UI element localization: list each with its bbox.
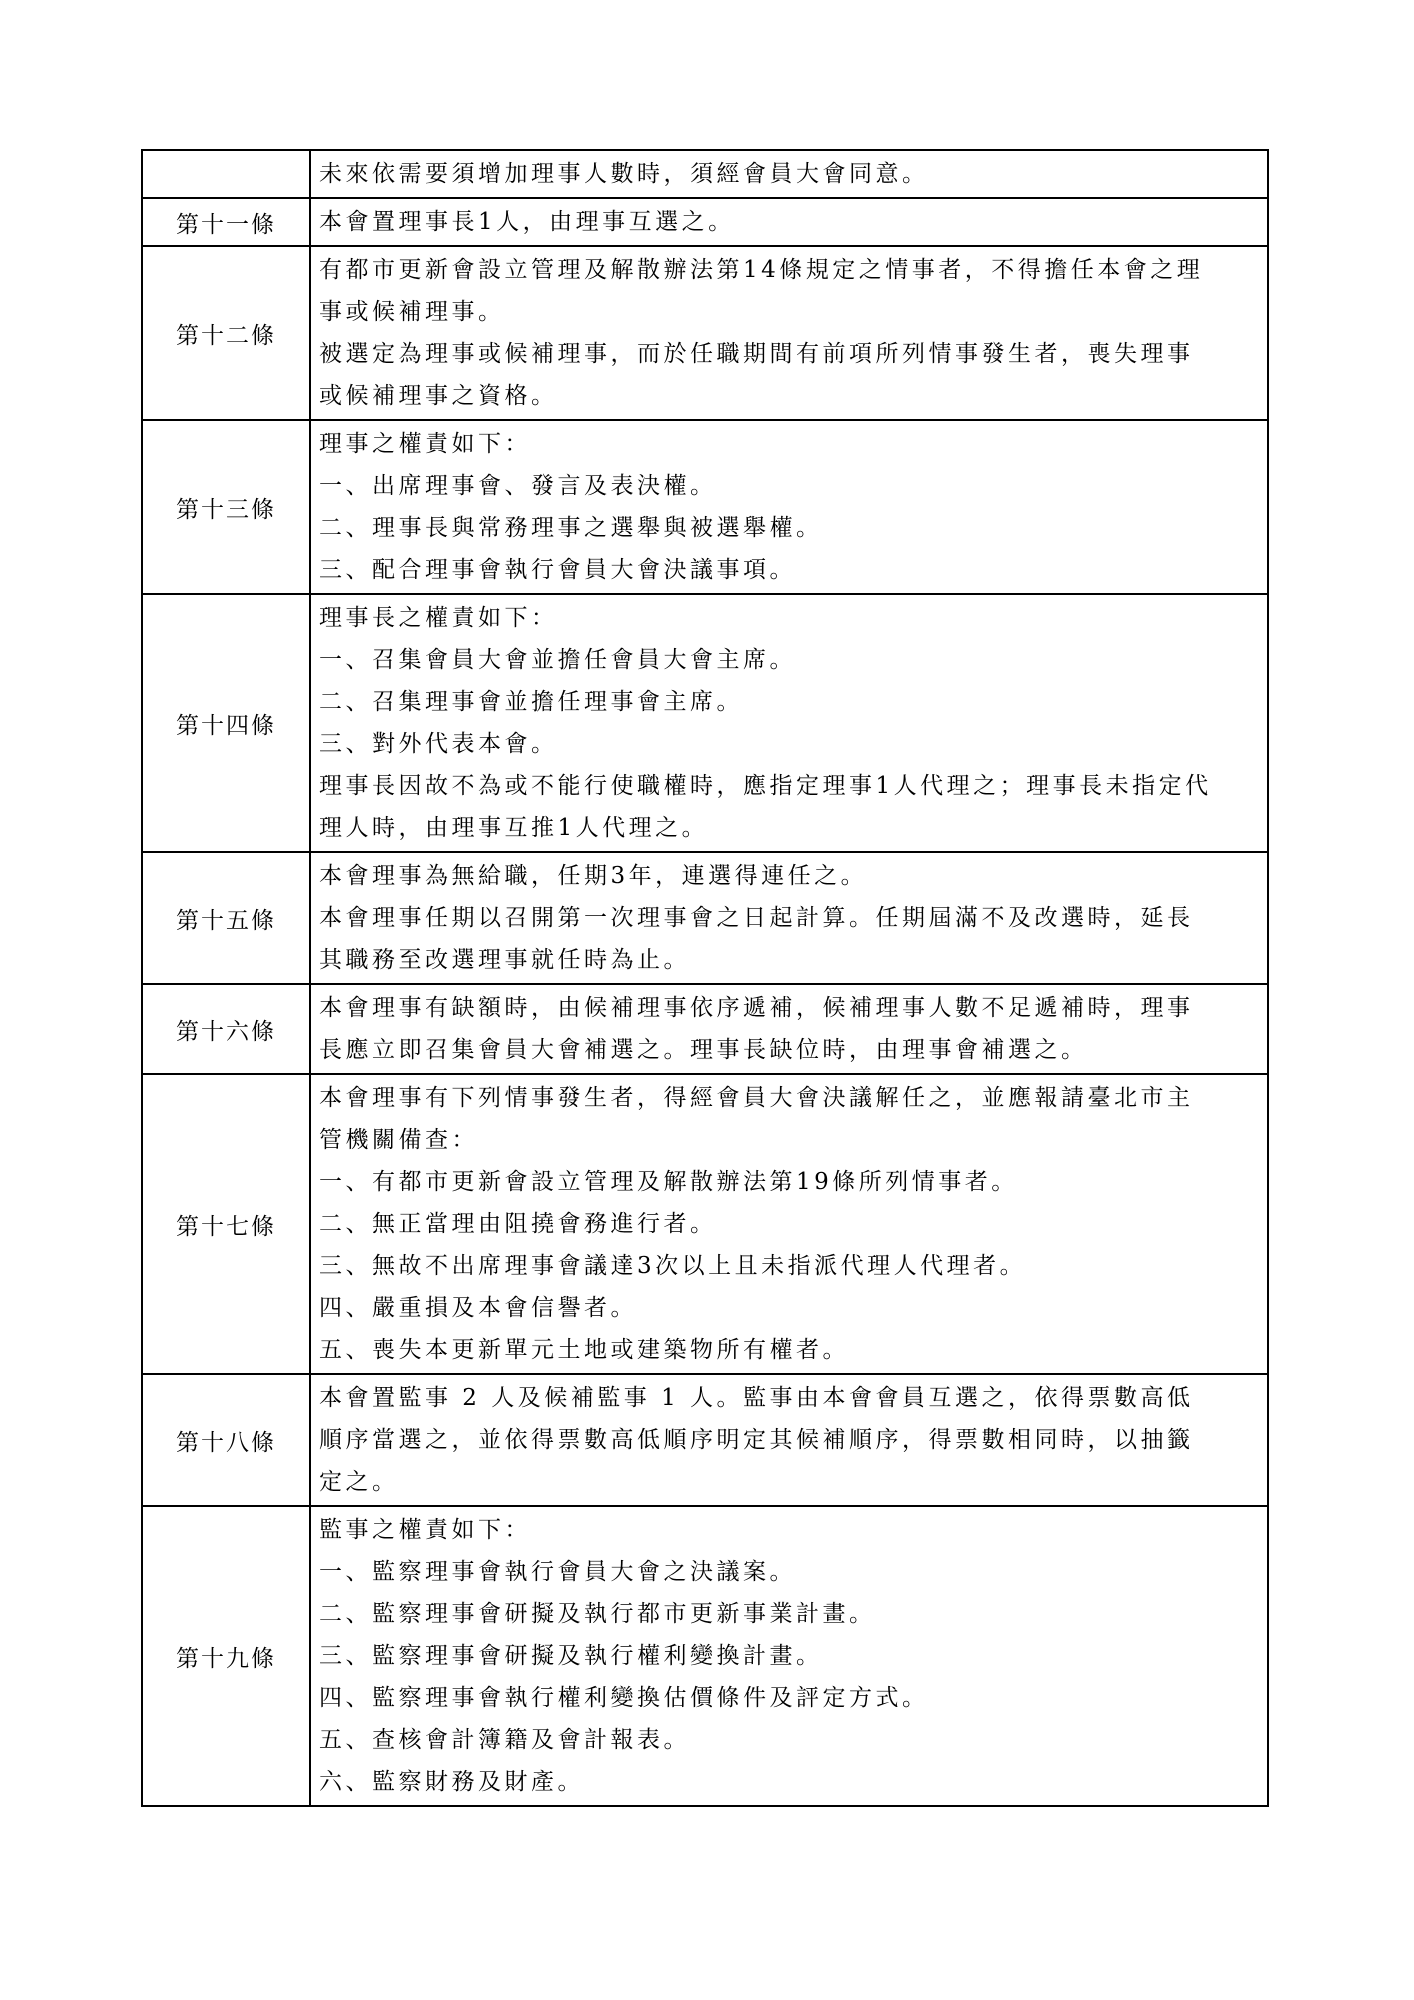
article-number: 第十二條 [142,246,310,420]
article-number: 第十一條 [142,198,310,246]
table-row [142,246,1268,420]
article-line: 定之。 [319,1469,399,1495]
article-content [310,150,1268,198]
article-line: 三、配合理事會執行會員大會決議事項。 [319,557,796,583]
article-line: 或候補理事之資格。 [319,383,558,409]
article-line: 理人時，由理事互推1人代理之。 [319,815,709,841]
table-row [142,1506,1268,1806]
article-content [310,1506,1268,1806]
article-line: 理事之權責如下： [319,431,531,457]
article-line: 理事長因故不為或不能行使職權時，應指定理事1人代理之；理事長未指定代 [319,773,1212,799]
article-line: 未來依需要須增加理事人數時，須經會員大會同意。 [319,161,929,187]
article-line: 一、監察理事會執行會員大會之決議案。 [319,1559,796,1585]
article-line: 本會置理事長1人，由理事互選之。 [319,209,735,235]
article-line: 本會置監事 2 人及候補監事 1 人。監事由本會會員互選之，依得票數高低 [319,1385,1194,1411]
article-line: 有都市更新會設立管理及解散辦法第14條規定之情事者，不得擔任本會之理 [319,257,1204,283]
article-number: 第十八條 [142,1374,310,1506]
article-line: 二、召集理事會並擔任理事會主席。 [319,689,743,715]
article-line: 順序當選之，並依得票數高低順序明定其候補順序，得票數相同時，以抽籤 [319,1427,1194,1453]
article-line: 被選定為理事或候補理事，而於任職期間有前項所列情事發生者，喪失理事 [319,341,1194,367]
article-line: 二、理事長與常務理事之選舉與被選舉權。 [319,515,823,541]
article-number: 第十九條 [142,1506,310,1806]
article-line: 長應立即召集會員大會補選之。理事長缺位時，由理事會補選之。 [319,1037,1088,1063]
table-row [142,594,1268,852]
article-line: 一、出席理事會、發言及表決權。 [319,473,717,499]
article-line: 四、監察理事會執行權利變換估價條件及評定方式。 [319,1685,929,1711]
article-line: 監事之權責如下： [319,1517,531,1543]
table-row [142,1074,1268,1374]
table-row [142,1374,1268,1506]
article-line: 五、查核會計簿籍及會計報表。 [319,1727,690,1753]
article-line: 其職務至改選理事就任時為止。 [319,947,690,973]
article-line: 管機關備查： [319,1127,478,1153]
articles-table [141,149,1269,1807]
article-line: 三、監察理事會研擬及執行權利變換計畫。 [319,1643,823,1669]
article-line: 四、嚴重損及本會信譽者。 [319,1295,637,1321]
table-row [142,852,1268,984]
article-line: 本會理事任期以召開第一次理事會之日起計算。任期屆滿不及改選時，延長 [319,905,1194,931]
article-line: 六、監察財務及財產。 [319,1769,584,1795]
article-line: 二、監察理事會研擬及執行都市更新事業計畫。 [319,1601,876,1627]
article-line: 一、召集會員大會並擔任會員大會主席。 [319,647,796,673]
article-number: 第十六條 [142,984,310,1074]
article-line: 本會理事為無給職，任期3年，連選得連任之。 [319,863,868,889]
article-number: 第十五條 [142,852,310,984]
article-content [310,984,1268,1074]
article-content [310,246,1268,420]
table-row [142,198,1268,246]
article-number: 第十七條 [142,1074,310,1374]
article-line: 本會理事有缺額時，由候補理事依序遞補，候補理事人數不足遞補時，理事 [319,995,1194,1021]
table-row [142,150,1268,198]
article-line: 理事長之權責如下： [319,605,558,631]
article-line: 五、喪失本更新單元土地或建築物所有權者。 [319,1337,849,1363]
article-line: 一、有都市更新會設立管理及解散辦法第19條所列情事者。 [319,1169,1018,1195]
article-line: 事或候補理事。 [319,299,505,325]
article-content [310,1374,1268,1506]
article-number [142,150,310,198]
article-line: 三、對外代表本會。 [319,731,558,757]
article-content [310,420,1268,594]
article-line: 二、無正當理由阻撓會務進行者。 [319,1211,717,1237]
table-row [142,984,1268,1074]
article-content [310,852,1268,984]
article-line: 三、無故不出席理事會議達3次以上且未指派代理人代理者。 [319,1253,1027,1279]
article-content [310,198,1268,246]
article-number: 第十四條 [142,594,310,852]
article-content [310,594,1268,852]
article-content [310,1074,1268,1374]
table-row [142,420,1268,594]
article-line: 本會理事有下列情事發生者，得經會員大會決議解任之，並應報請臺北市主 [319,1085,1194,1111]
article-number: 第十三條 [142,420,310,594]
